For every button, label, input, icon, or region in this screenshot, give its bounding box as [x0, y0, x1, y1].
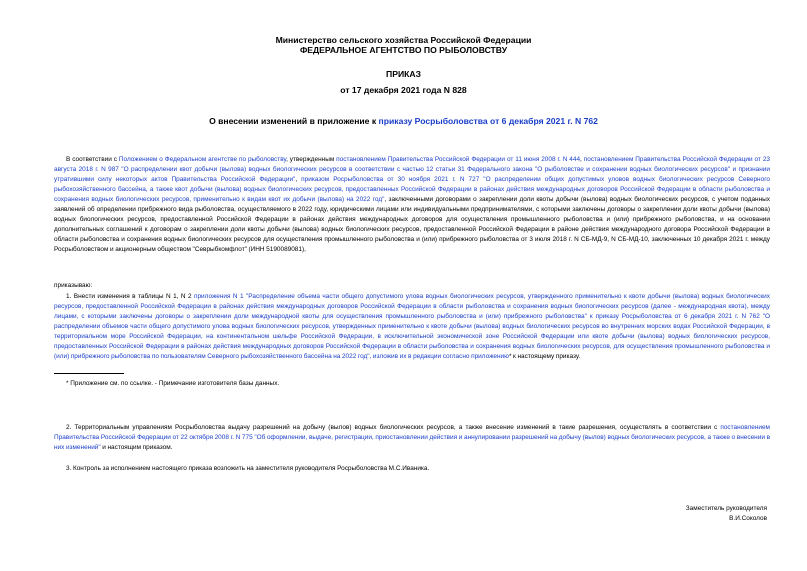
- item-1-link-2[interactable]: приказу Росрыболовства от 6 декабря 2021 г. N 762: [595, 312, 760, 320]
- preamble-text-4: ,: [295, 175, 302, 183]
- item-1-text-2: "Распределение объема части общего допустимого улова водных биологических ресурсов, утвержденного применительно к квоте добычи (вылова) водных биологических ресурсов, предоставленной Российской Федерации в районах действия международных договоров Российской Федерации в области рыболовства и сохранения водных биологических ресурсов (далее - международная квота), между лицами, с которыми заключены договоры о закреплении доли международной квоты для осуществления промышленного рыболовства и (или) прибрежного рыболовства" к: [54, 293, 770, 320]
- item-2-text-1: 2. Территориальным управлениям Росрыболовства выдачу разрешений на добычу (вылов) водных биологических ресурсов, а также внесение изменений в такие разрешения, осуществлять в соответствии с: [66, 424, 721, 431]
- item-1-text-3: "О распределении объемов части общего допустимого улова водных биологических ресурсов, утвержденных применительно к квоте добычи (вылова) водных биологических ресурсов во внутренних морских водах Российской Федерации, в территориальном море Российской Федерации, на континентальном шельфе Российской Федерации, в исключительной экономической зоне Российской Федерации или квоте добычи (вылова) водных биологических ресурсов, предоставленных Российской Федерации в районах действия международных договоров Российской Федерации в области рыболовства и сохранения водных биологических ресурсов, для осуществления промышленного рыболовства и (или) прибрежного рыболовства по пользователям Северного рыбохозяйственного бассейна на 2022 год", изложив их в редакции согласно: [54, 312, 770, 360]
- preamble-link-3[interactable]: постановлением Правительства Российской Федерации от 23 августа 2018 г. N 987 "О распределении квот добычи (вылова) водных биологических ресурсов в соответствии с частью 12 статьи 31 Федерального закона "О рыболовстве и сохранении водных биологических ресурсов" и признании утратившими силу некоторых актов Правительства Российской Федерации": [54, 156, 770, 183]
- item-2-link-1[interactable]: постановлением Правительства Российской Федерации от 22 октября 2008 г. N 775 "Об оформлении, выдаче, регистрации, приостановлении действия и аннулировании разрешений на добычу (вылов) водных биологических ресурсов, а также о внесении в них изменений": [54, 424, 770, 451]
- item-1-link-3[interactable]: приложению: [471, 352, 509, 360]
- preamble-text-1: В соответствии с: [66, 156, 119, 163]
- document-type: ПРИКАЗ: [386, 69, 421, 79]
- item-1-text-4: * к настоящему приказу.: [508, 352, 581, 360]
- footnote-divider: [54, 373, 124, 374]
- title-link[interactable]: приказу Росрыболовства от 6 декабря 2021 г. N 762: [378, 116, 598, 126]
- item-2-paragraph: [54, 423, 770, 453]
- preamble-paragraph: [54, 155, 770, 255]
- preamble-link-2[interactable]: постановлением Правительства Российской Федерации от 11 июня 2008 г. N 444: [336, 156, 581, 163]
- preamble-text-2: , утвержденным: [286, 156, 337, 163]
- order-word: приказываю:: [54, 282, 93, 289]
- item-1-text-1: 1. Внести изменения в таблицы N 1, N 2: [66, 293, 194, 300]
- preamble-text-5: , заключенными договорами о закреплении доли квоты добычи (вылова) водных биологических ресурсов, с учетом поданных заявлений об определении прибрежного вида рыболовства, осуществляемого в 2022 году, юридическими лицами или индивидуальными предпринимателями, с которыми заключены договоры о закреплении доли квоты добычи (вылова) водных биологических ресурсов, предоставленной Российской Федерации в районах действия международных договоров для осуществления промышленного рыболовства и (или) прибрежного рыболовства, и на основании дополнительных соглашений к договорам о закреплении доли квоты добычи (вылова) водных биологических ресурсов, предоставленной Российской Федерации в районе действия международного договора Российской Федерации в области рыболовства и сохранения водных биологических ресурсов для осуществления промышленного рыболовства и (или) прибрежного рыболовства от 3 июля 2018 г. N СБ-МД-9, N СБ-МД-10, заключенных 10 декабря 2021 г. между Росрыболовством и акционерным обществом "Севрыбкомфлот" (ИНН 5190089081),: [54, 195, 770, 253]
- document-date: от 17 декабря 2021 года N 828: [340, 85, 467, 95]
- item-3-paragraph: 3. Контроль за исполнением настоящего приказа возложить на заместителя руководителя Росрыболовства М.С.Иваника.: [66, 465, 430, 472]
- item-1-link-1[interactable]: приложения N 1: [193, 293, 244, 300]
- signature-position: Заместитель руководителя: [685, 505, 767, 512]
- item-1-paragraph: [54, 292, 770, 362]
- document-title: [0, 116, 807, 126]
- preamble-text-3: ,: [580, 156, 584, 163]
- title-text: О внесении изменений в приложение к: [209, 116, 379, 126]
- signature-name: В.И.Соколов: [729, 515, 767, 522]
- preamble-link-4[interactable]: приказом Росрыболовства от 30 ноября 2021 г. N 727 "О распределении общих допустимых уловов водных биологических ресурсов Северного рыбохозяйственного бассейна, а также квот добычи (вылова) водных биологических ресурсов, предоставленных Российской Федерации в районах действия международных договоров Российской Федерации в области рыболовства и сохранения водных биологических ресурсов, применительно к видам квот их добычи (вылова) на 2022 год": [54, 175, 770, 203]
- item-2-text-2: и настоящим приказом.: [100, 443, 173, 451]
- preamble-link-1[interactable]: Положением о Федеральном агентстве по рыболовству: [118, 156, 287, 163]
- agency-name: ФЕДЕРАЛЬНОЕ АГЕНТСТВО ПО РЫБОЛОВСТВУ: [299, 45, 508, 55]
- ministry-name: Министерство сельского хозяйства Российской Федерации: [275, 35, 532, 45]
- footnote-text: * Приложение см. по ссылке. - Примечание изготовителя базы данных.: [66, 380, 280, 387]
